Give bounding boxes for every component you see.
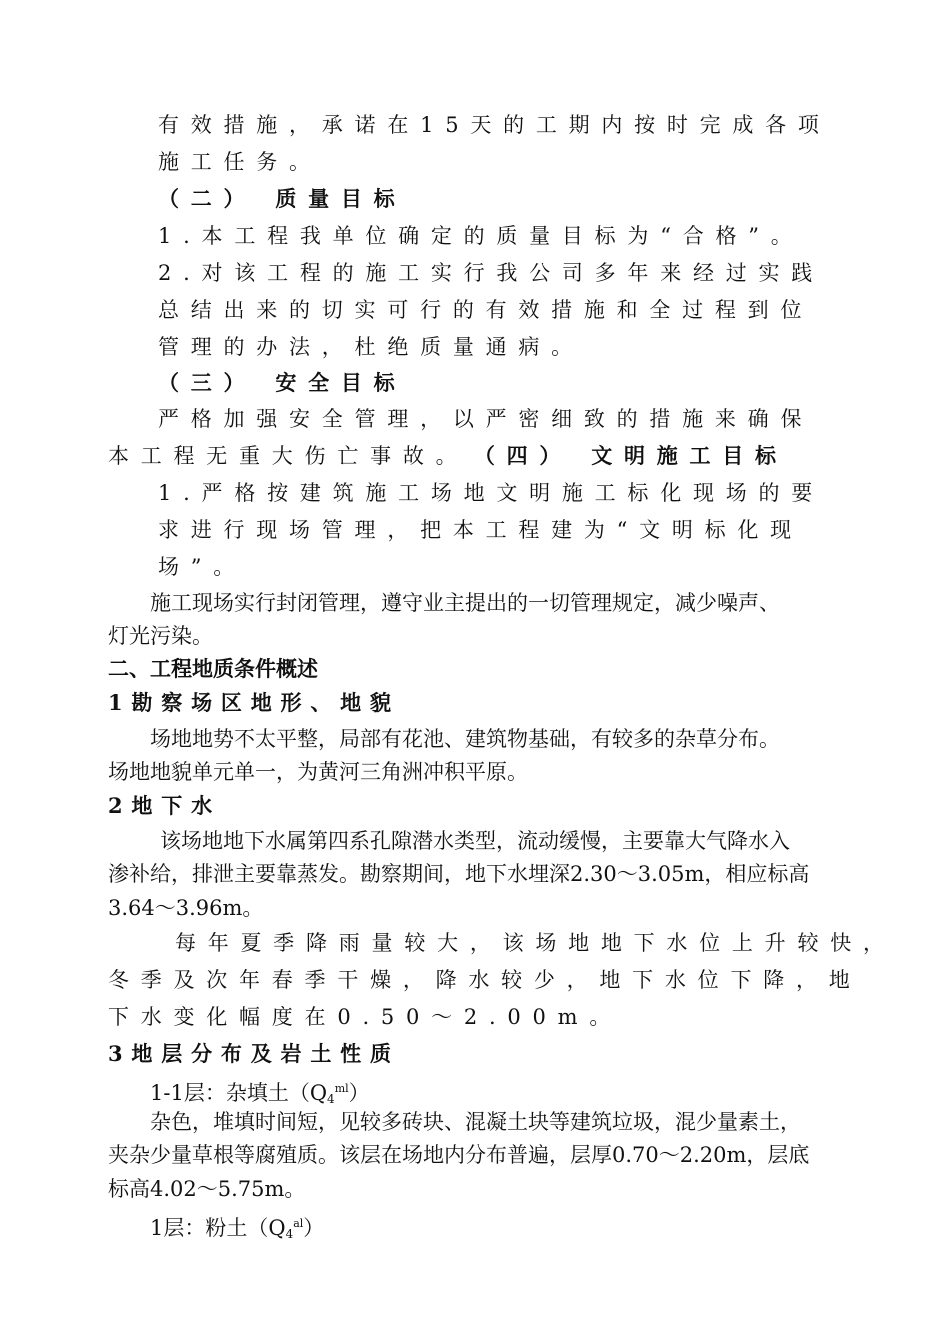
paragraph-line: 3.64～3.96m。 bbox=[108, 896, 264, 920]
paragraph-line: 下水变化幅度在0.50～2.00m。 bbox=[108, 1005, 623, 1029]
paragraph-line: 总结出来的切实可行的有效措施和全过程到位 bbox=[158, 298, 814, 322]
paragraph-line: 冬季及次年春季干燥，降水较少，地下水位下降，地 bbox=[108, 968, 862, 992]
section-heading-quality: （二） 质量目标 bbox=[158, 186, 407, 211]
paragraph-line: 1.本工程我单位确定的质量目标为“合格”。 bbox=[158, 224, 804, 248]
section-heading-groundwater: 2地下水 bbox=[108, 793, 221, 818]
paragraph-line: 杂色，堆填时间短，见较多砖块、混凝土块等建筑垃圾，混少量素土， bbox=[150, 1110, 801, 1134]
chapter-heading-geology: 二、工程地质条件概述 bbox=[108, 656, 318, 681]
paragraph-line: 管理的办法，杜绝质量通病。 bbox=[158, 335, 584, 359]
layer-heading-1: 1层：粉土$(Q_4^{al})$ bbox=[150, 1216, 325, 1241]
paragraph-line: 夹杂少量草根等腐殖质。该层在场地内分布普遍，层厚0.70～2.20m，层底 bbox=[108, 1143, 810, 1167]
section-heading-terrain: 1勘察场区地形、地貌 bbox=[108, 690, 400, 715]
paragraph-line: 标高4.02～5.75m。 bbox=[108, 1177, 306, 1201]
paragraph-line: 场”。 bbox=[158, 555, 247, 579]
paragraph-line: 2.对该工程的施工实行我公司多年来经过实践 bbox=[158, 261, 824, 285]
section-heading-strata: 3地层分布及岩土性质 bbox=[108, 1041, 400, 1066]
paragraph-line: 场地地势不太平整，局部有花池、建筑物基础，有较多的杂草分布。 bbox=[150, 727, 780, 751]
paragraph-line: 该场地地下水属第四系孔隙潜水类型，流动缓慢，主要靠大气降水入 bbox=[160, 829, 790, 853]
paragraph-line: 求进行现场管理，把本工程建为“文明标化现 bbox=[158, 518, 803, 542]
paragraph-line: 灯光污染。 bbox=[108, 624, 213, 648]
paragraph-line: 每年夏季降雨量较大，该场地地下水位上升较快， bbox=[175, 931, 896, 955]
paragraph-line: 施工现场实行封闭管理，遵守业主提出的一切管理规定，减少噪声、 bbox=[150, 591, 780, 615]
paragraph-line: 严格加强安全管理，以严密细致的措施来确保 bbox=[158, 407, 814, 431]
paragraph-line: 渗补给，排泄主要靠蒸发。勘察期间，地下水埋深2.30～3.05m，相应标高 bbox=[108, 862, 810, 886]
section-heading-civilized-construction: （四） 文明施工目标 bbox=[484, 443, 788, 468]
paragraph-line: 场地地貌单元单一，为黄河三角洲冲积平原。 bbox=[108, 760, 528, 784]
paragraph-line: 有效措施，承诺在15天的工期内按时完成各项 bbox=[158, 113, 831, 137]
section-heading-safety: （三） 安全目标 bbox=[158, 370, 407, 395]
paragraph-line: 1.严格按建筑施工场地文明施工标化现场的要 bbox=[158, 481, 824, 505]
paragraph-line bbox=[108, 442, 788, 470]
paragraph-text: 本工程无重大伤亡事故。 bbox=[108, 444, 469, 468]
layer-heading-1-1: 1-1层：杂填土$(Q_4^{ml})$ bbox=[150, 1081, 370, 1106]
paragraph-line: 施工任务。 bbox=[158, 150, 322, 174]
